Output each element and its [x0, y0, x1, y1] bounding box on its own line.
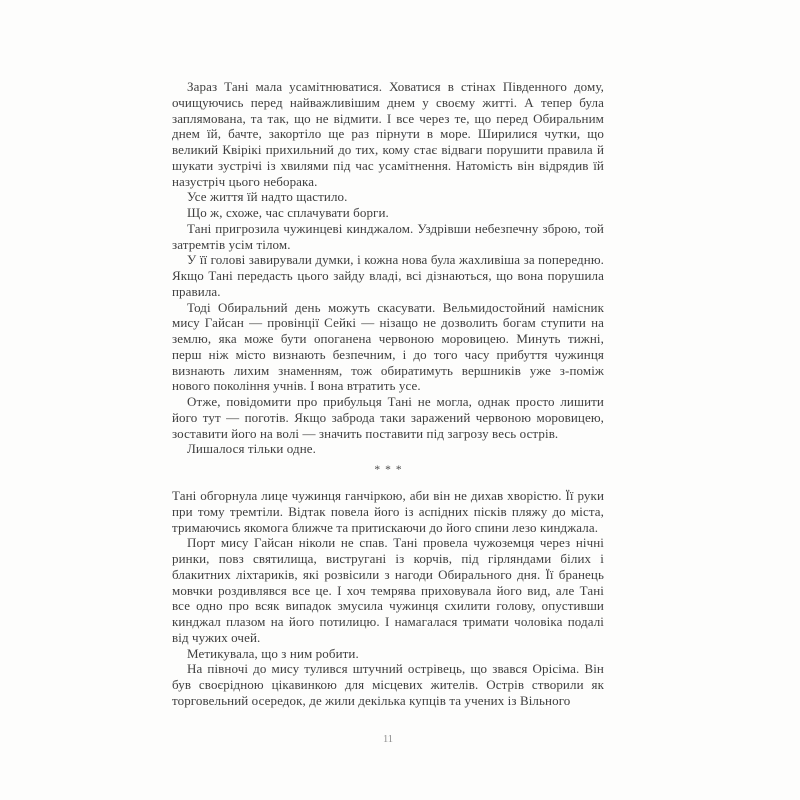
paragraph: Лишалося тільки одне.	[187, 441, 317, 457]
section-break: ***	[374, 464, 407, 476]
paragraph: Порт мису Гайсан ніколи не спав. Тані провела чужоземця через нічні ринки, повз святилища, вистругані із корчів, під гірляндами білих і блакитних ліхтариків, які розвісили з нагоди Обирального дня. Її бранець мовчки роздивлявся все це. І хоч темрява приховувала його вид, але Тані все одно про всяк випадок змусила чужинця схилити голову, опустивши кинджал плазом на його потилицю. І намагалася тримати чоловіка подалі від чужих очей.	[172, 535, 604, 645]
page-number: 11	[382, 734, 394, 745]
paragraph: Тоді Обиральний день можуть скасувати. Вельмидостойний намісник мису Гайсан — провінції Сейкі — нізащо не дозволить богам ступити на землю, яка може бути опоганена червоною моровицею. Минуть тижні, перш ніж місто визнають безпечним, і до того часу прибуття чужинця визнають лихим знаменням, тож обиратимуть вершників уже з-поміж нового покоління учнів. І вона втратить усе.	[172, 299, 604, 394]
paragraph: Отже, повідомити про прибульця Тані не могла, однак просто лишити його тут — поготів. Якщо заброда таки заражений червоною моровицею, зоставити його на волі — значить поставити під загрозу весь острів.	[172, 394, 604, 441]
paragraph: Усе життя їй надто щастило.	[187, 189, 348, 205]
paragraph: Тані пригрозила чужинцеві кинджалом. Уздрівши небезпечну зброю, той затремтів усім тілом.	[172, 220, 604, 252]
paragraph: Тані обгорнула лице чужинця ганчіркою, аби він не дихав хворістю. Її руки при тому тремтіли. Відтак повела його із аспідних пісків пляжу до міста, тримаючись якомога ближче та притискаючи до його спини лезо кинджала.	[172, 488, 604, 535]
paragraph: У її голові завирували думки, і кожна нова була жахливіша за попередню. Якщо Тані передасть цього зайду владі, всі дізнаються, що вона порушила правила.	[172, 252, 604, 299]
paragraph: Зараз Тані мала усамітнюватися. Ховатися в стінах Південного дому, очищуючись перед найважливішим днем у своєму житті. А тепер була заплямована, та так, що не відмити. І все через те, що перед Обиральним днем їй, бачте, закортіло ще раз пірнути в море. Ширилися чутки, що великий Квірікі прихильний до тих, кому стає відваги порушити правила й шукати зустрічі із хвилями під час усамітнення. Натомість він відрядив їй назустріч цього неборака.	[172, 79, 604, 189]
paragraph: На півночі до мису тулився штучний острівець, що звався Орісіма. Він був своєрідною цікавинкою для місцевих жителів. Острів створили як торговельний осередок, де жили декілька купців та учених із Вільного	[172, 661, 604, 708]
text-column	[172, 79, 604, 709]
paragraph: Метикувала, що з ним робити.	[187, 645, 359, 661]
paragraph: Що ж, схоже, час сплачувати борги.	[187, 205, 389, 220]
